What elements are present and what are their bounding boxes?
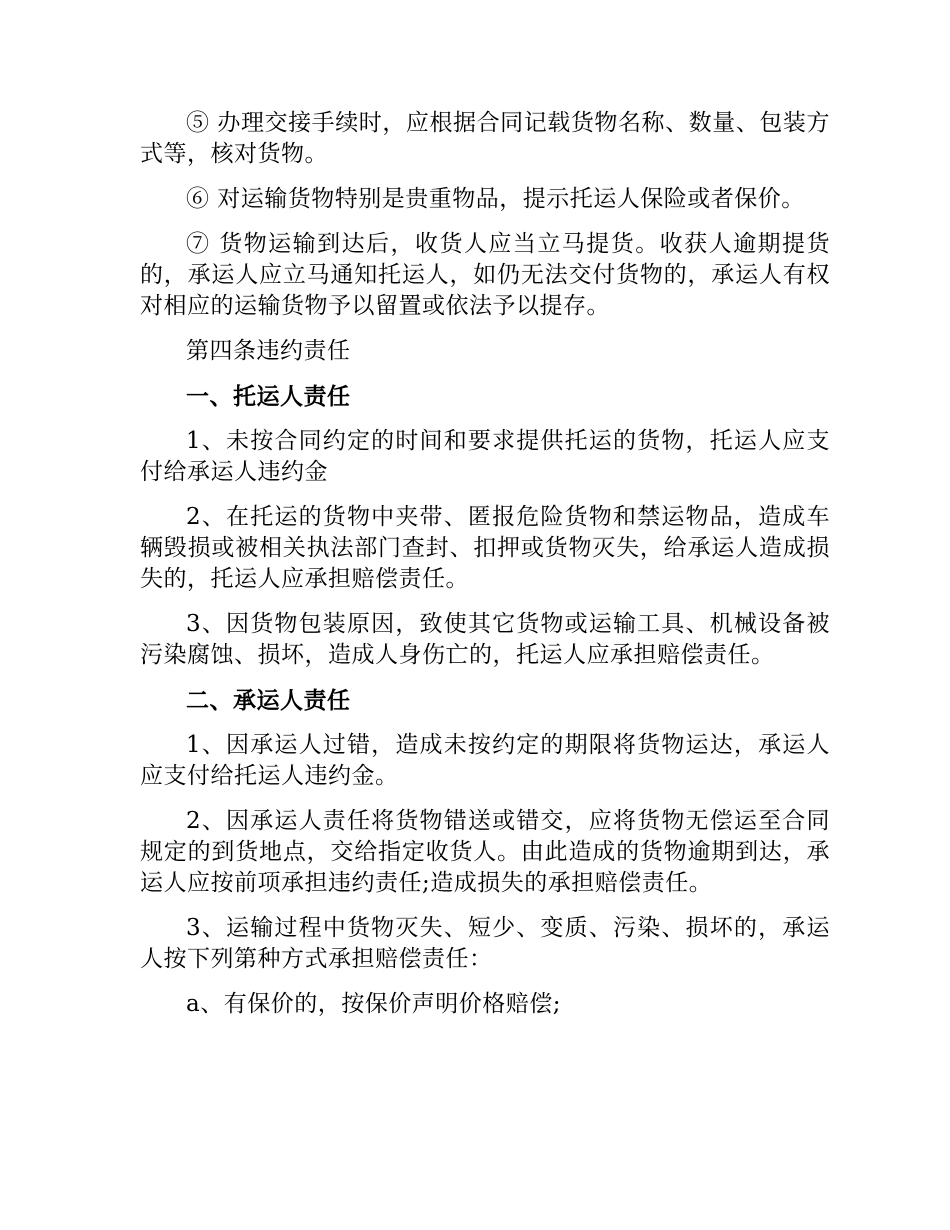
shipper-clause-2: 2、在托运的货物中夹带、匿报危险货物和禁运物品，造成车辆毁损或被相关执法部门查封、扣押或货物灭失，给承运人造成损失的，托运人应承担赔偿责任。 [140, 504, 830, 592]
clause-item-5: ⑤ 办理交接手续时，应根据合同记载货物名称、数量、包装方式等，核对货物。 [140, 110, 830, 167]
document-body [140, 108, 830, 1034]
carrier-clause-1: 1、因承运人过错，造成未按约定的期限将货物运达，承运人应支付给托运人违约金。 [140, 732, 830, 789]
clause-item-6: ⑥ 对运输货物特别是贵重物品，提示托运人保险或者保价。 [186, 186, 805, 212]
carrier-clause-3: 3、运输过程中货物灭失、短少、变质、污染、损坏的，承运人按下列第种方式承担赔偿责任： [140, 915, 830, 972]
section-heading-shipper: 一、托运人责任 [186, 383, 351, 410]
section-heading-carrier: 二、承运人责任 [186, 687, 351, 714]
clause-item-7: ⑦ 货物运输到达后，收货人应当立马提货。收获人逾期提货的，承运人应立马通知托运人，如仍无法交付货物的，承运人有权对相应的运输货物予以留置或依法予以提存。 [140, 231, 830, 319]
article-4-title: 第四条违约责任 [186, 338, 351, 364]
shipper-clause-3: 3、因货物包装原因，致使其它货物或运输工具、机械设备被污染腐蚀、损坏，造成人身伤亡的，托运人应承担赔偿责任。 [140, 611, 830, 668]
shipper-clause-1: 1、未按合同约定的时间和要求提供托运的货物，托运人应支付给承运人违约金 [140, 428, 830, 485]
carrier-clause-3a: a、有保价的，按保价声明价格赔偿; [186, 991, 561, 1017]
carrier-clause-2: 2、因承运人责任将货物错送或错交，应将货物无偿运至合同规定的到货地点，交给指定收货人。由此造成的货物逾期到达，承运人应按前项承担违约责任;造成损失的承担赔偿责任。 [140, 808, 830, 896]
